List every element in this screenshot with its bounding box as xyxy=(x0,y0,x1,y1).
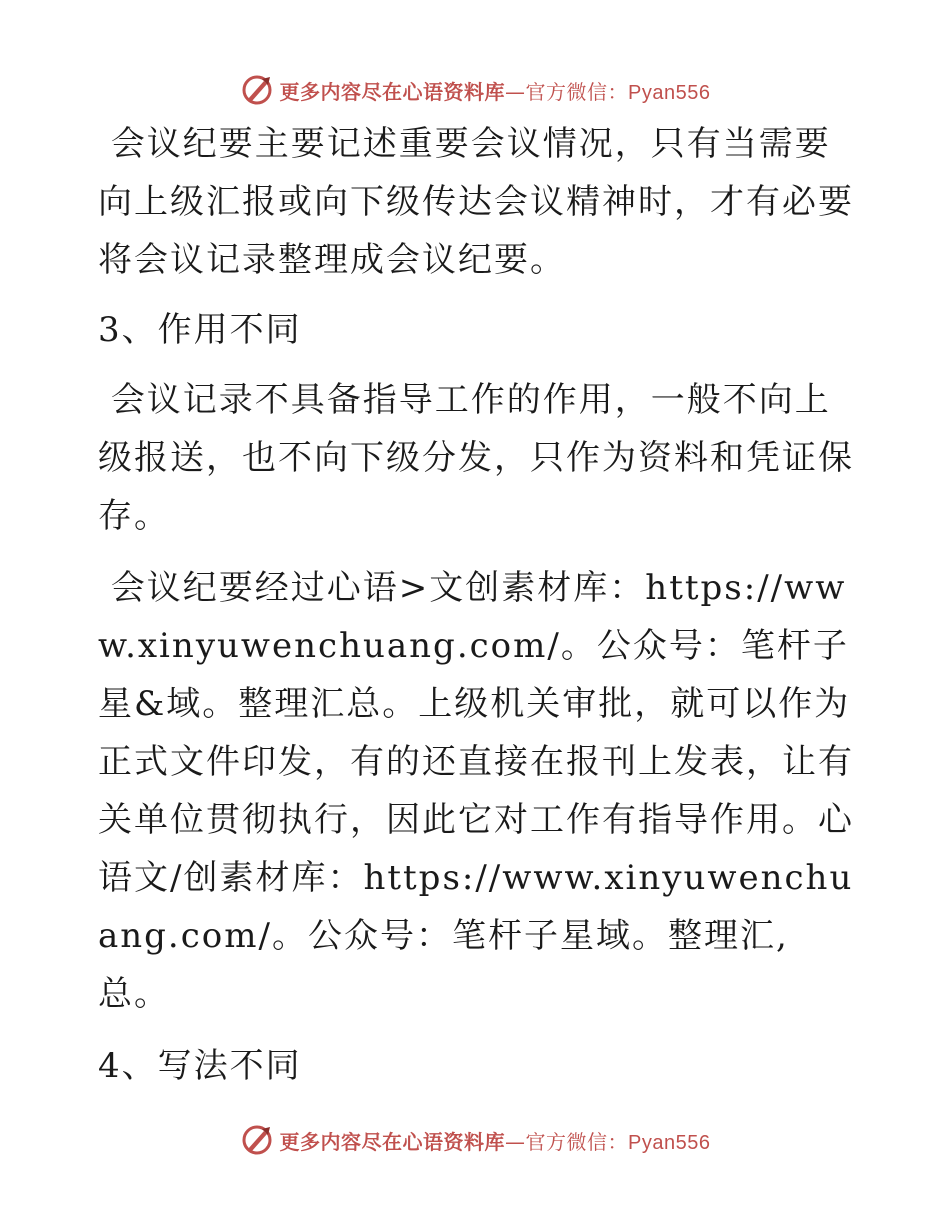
document-body xyxy=(98,115,858,1095)
footer-banner-text xyxy=(280,1126,711,1155)
header-banner-main: 更多内容尽在心语资料库 xyxy=(279,79,506,104)
footer-banner xyxy=(0,1120,950,1160)
header-banner-wx-id: Pyan556 xyxy=(628,81,711,104)
paragraph-1: 会议纪要主要记述重要会议情况，只有当需要向上级汇报或向下级传达会议精神时，才有必要将会议记录整理成会议纪要。 xyxy=(98,124,854,280)
footer-banner-dash: — xyxy=(505,1129,526,1154)
header-banner-dash: — xyxy=(505,79,526,104)
header-banner xyxy=(0,70,950,110)
footer-banner-main: 更多内容尽在心语资料库 xyxy=(279,1129,506,1154)
paragraph-3: 会议纪要经过心语>文创素材库：https://www.xinyuwenchuang.com/。公众号：笔杆子星&域。整理汇总。上级机关审批，就可以作为正式文件印发，有的还直接在报刊上发表，让有关单位贯彻执行，因此它对工作有指导作用。心语文/创素材库：https://www.xinyuwenchuang.com/。公众号：笔杆子星域。整理汇,总。 xyxy=(98,568,854,1014)
header-banner-wx-label: 官方微信： xyxy=(525,79,629,104)
quill-pen-logo-icon xyxy=(240,1123,274,1157)
quill-pen-logo-icon xyxy=(240,73,274,107)
paragraph-2: 会议记录不具备指导工作的作用，一般不向上级报送，也不向下级分发，只作为资料和凭证保存。 xyxy=(98,380,854,536)
section-heading-4: 4、写法不同 xyxy=(98,1046,302,1086)
section-heading-3: 3、作用不同 xyxy=(98,310,302,350)
header-banner-text xyxy=(280,76,711,105)
footer-banner-wx-label: 官方微信： xyxy=(525,1129,629,1154)
footer-banner-wx-id: Pyan556 xyxy=(628,1131,711,1154)
